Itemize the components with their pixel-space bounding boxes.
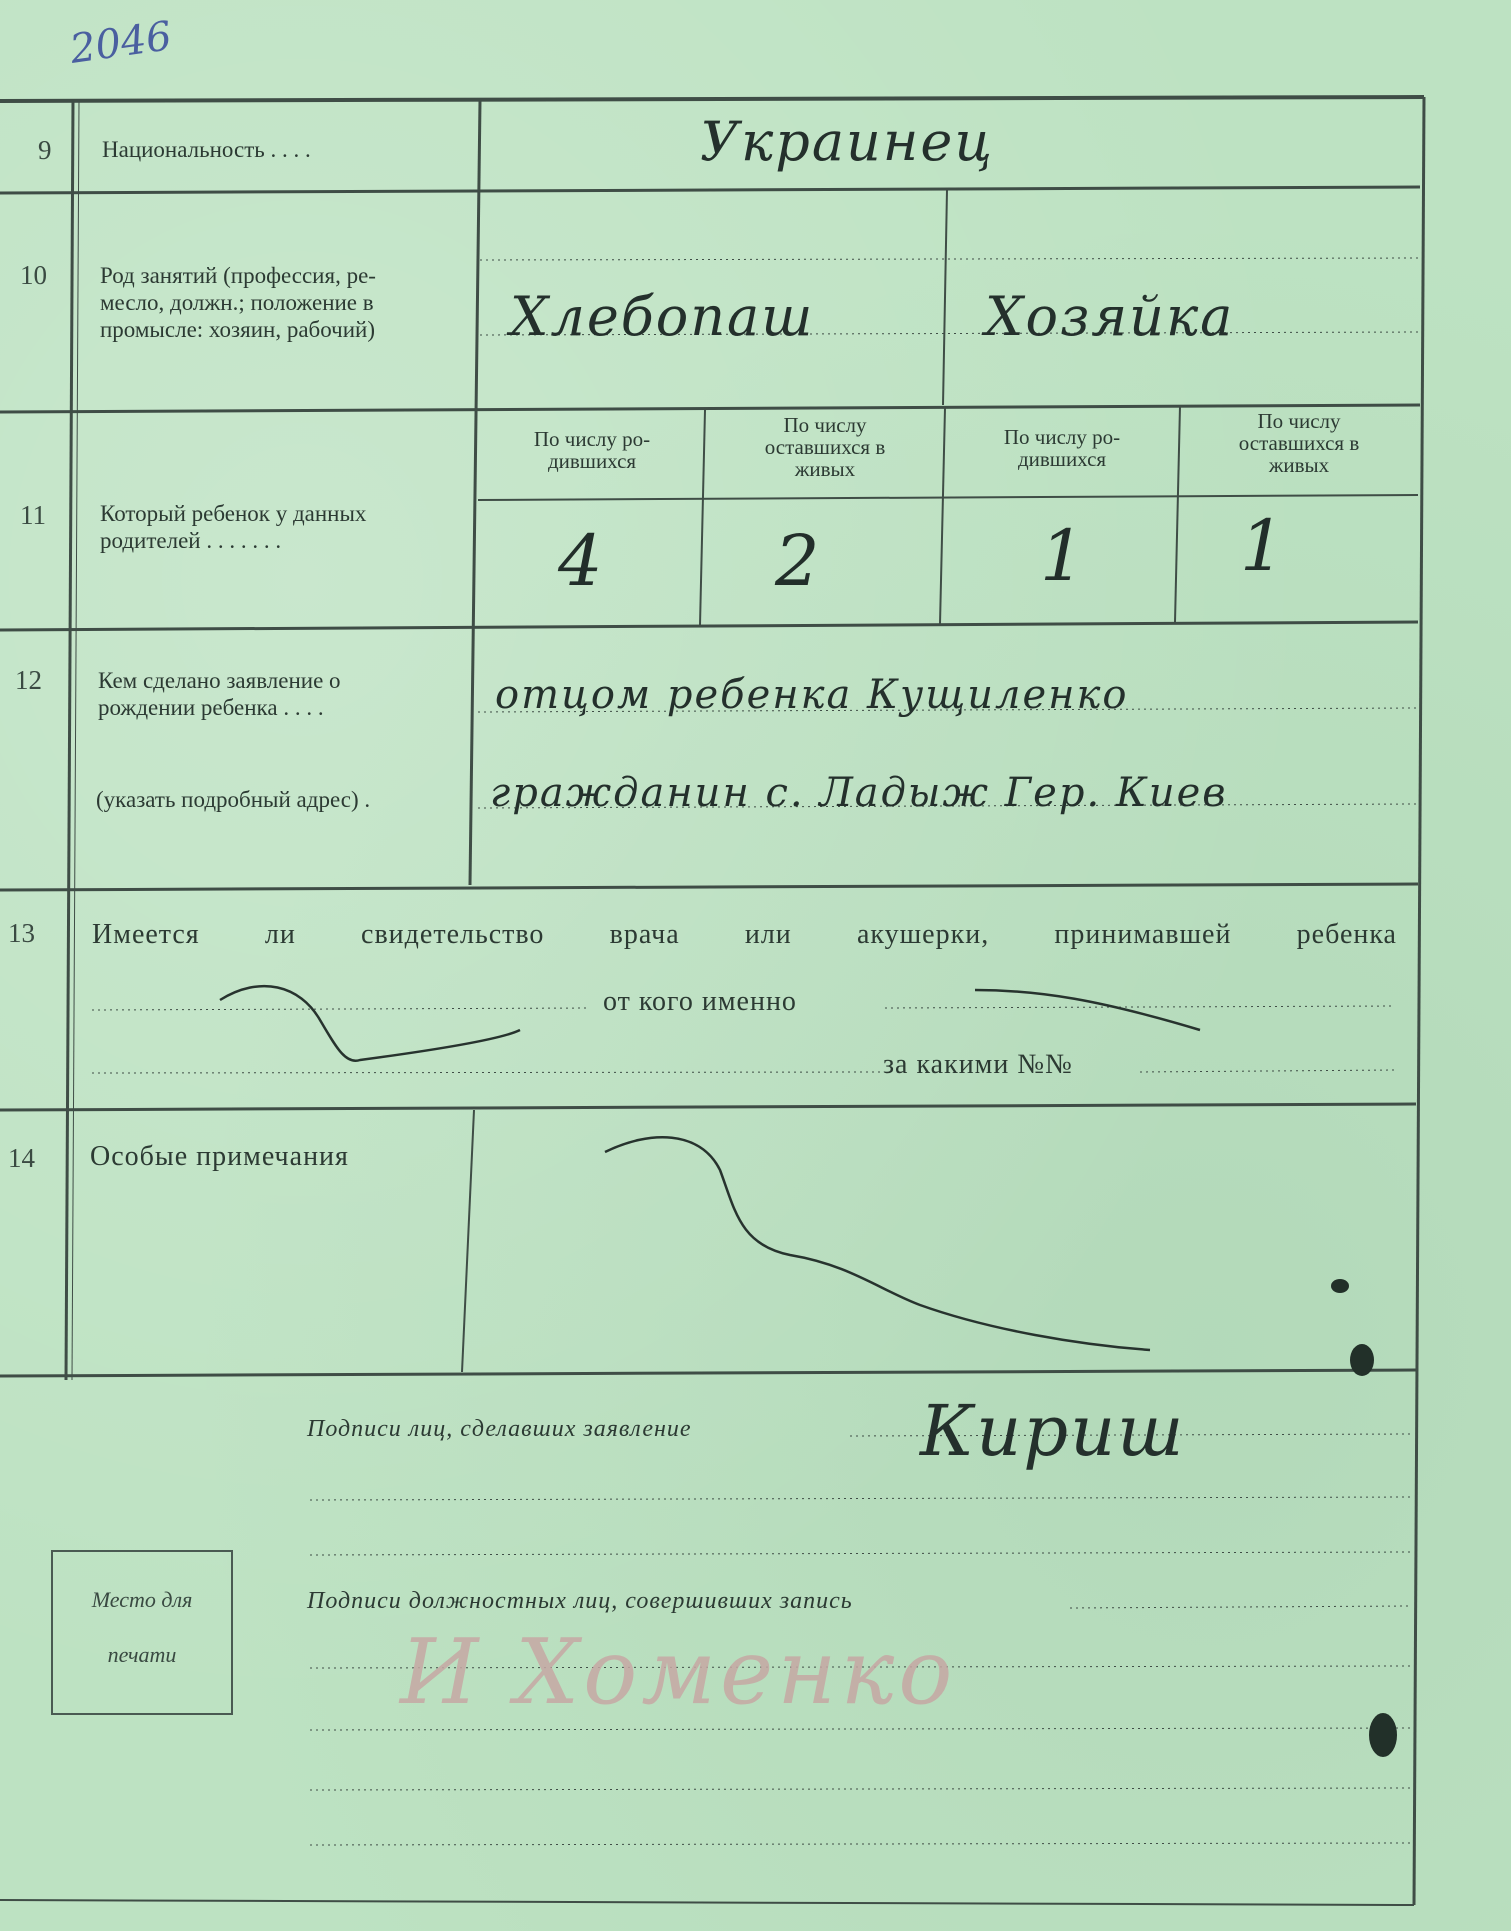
occupation-label-line: месло, должн.; положение в [100, 290, 374, 315]
special-notes-label: Особые примечания [90, 1141, 349, 1172]
col-head-line: По числу ро- [533, 427, 651, 451]
occupation-label-line: Род занятий (профессия, ре- [100, 263, 376, 288]
col-head-line: оставшихся в [764, 435, 886, 459]
corner-archive-number: 2046 [67, 13, 175, 73]
col-head-father-born [482, 428, 702, 472]
occupation-label-line: промысле: хозяин, рабочий) [100, 317, 375, 342]
col-head-line: оставшихся в [1238, 431, 1360, 455]
father-born-count: 4 [558, 520, 603, 602]
row-number: 11 [20, 500, 46, 530]
col-head-mother-born [946, 426, 1178, 470]
col-head-line: дившихся [547, 449, 637, 473]
row-number: 13 [8, 918, 35, 948]
child-order-label-line: родителей . . . . . . . [100, 528, 282, 553]
which-numbers-label: за какими №№ [883, 1049, 1073, 1080]
stamp-label-line: печати [107, 1642, 177, 1667]
declarant-label-line: Кем сделано заявление о [98, 668, 341, 693]
certificate-question: Имеется ли свидетельство врача или акушерки, принимавшей ребенка [92, 919, 1397, 950]
col-head-line: живых [1268, 453, 1330, 477]
from-whom-label: от кого именно [603, 986, 797, 1017]
official-signature: И Хоменко [400, 1620, 957, 1725]
row-number: 14 [8, 1143, 35, 1173]
stamp-placeholder [51, 1550, 233, 1715]
father-occupation: Хлебопаш [510, 285, 815, 348]
address-label: (указать подробный адрес) . [96, 787, 371, 812]
stamp-label-line: Место для [91, 1587, 193, 1612]
mother-occupation: Хозяйка [985, 285, 1235, 348]
row-number: 10 [20, 260, 47, 290]
col-head-line: По числу [1257, 409, 1341, 433]
declarant-line-1: отцом ребенка Кущиленко [495, 672, 1129, 718]
col-head-line: живых [794, 457, 856, 481]
father-alive-count: 2 [775, 520, 820, 602]
mother-alive-count: 1 [1240, 505, 1285, 587]
officials-signature-label: Подписи должностных лиц, совершивших запись [307, 1588, 853, 1614]
col-head-line: дившихся [1017, 447, 1107, 471]
col-head-father-alive [708, 414, 942, 480]
declarant-line-2: гражданин с. Ладыж Гер. Киев [490, 770, 1228, 816]
mother-born-count: 1 [1040, 515, 1085, 597]
col-head-mother-alive [1182, 410, 1416, 476]
declarant-label-line: рождении ребенка . . . . [98, 695, 324, 720]
row-number: 12 [15, 665, 42, 695]
nationality-label: Национальность . . . . [102, 137, 311, 162]
col-head-line: По числу ро- [1003, 425, 1121, 449]
applicants-signature-label: Подписи лиц, сделавших заявление [307, 1416, 692, 1442]
applicant-signature: Кириш [920, 1390, 1186, 1472]
nationality-value: Украинец [700, 110, 995, 173]
col-head-line: По числу [783, 413, 867, 437]
child-order-label-line: Который ребенок у данных [100, 501, 367, 526]
row-number: 9 [38, 135, 52, 165]
